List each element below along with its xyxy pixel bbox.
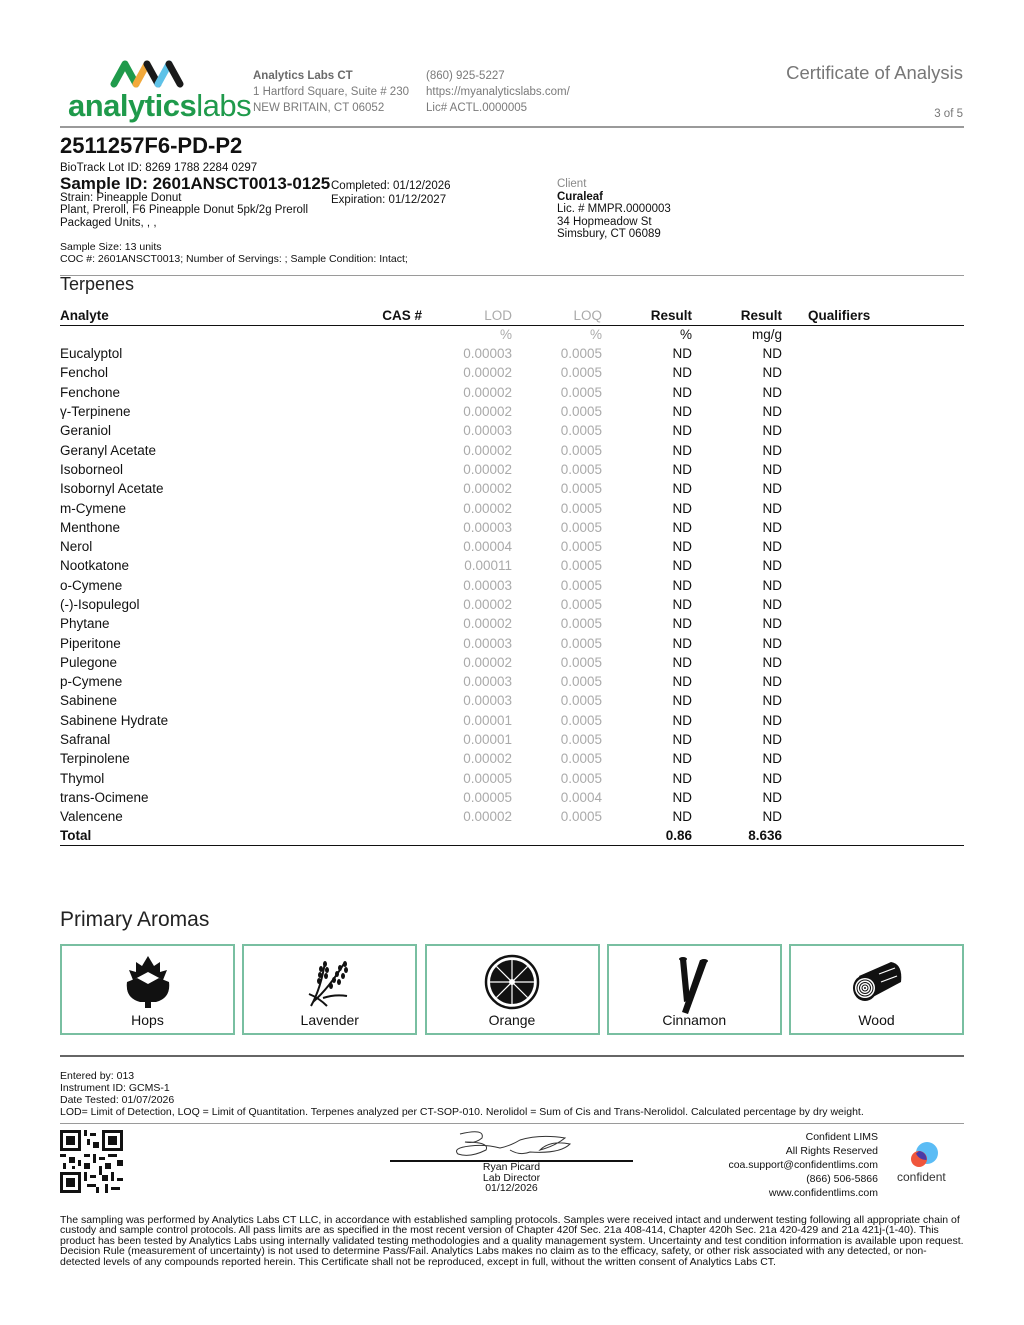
cell-cas (370, 653, 422, 672)
cell-result-pct: ND (672, 442, 692, 458)
logo-text-light: labs (196, 88, 252, 123)
cell-qualifiers (782, 691, 964, 710)
cell-cas (370, 730, 422, 749)
cell-result-mg: ND (762, 770, 782, 786)
cell-loq: 0.0005 (560, 751, 602, 767)
cell-result-mg: ND (762, 346, 782, 362)
sample-dates (331, 179, 451, 207)
table-row (60, 730, 964, 749)
table-row (60, 556, 964, 575)
table-row (60, 460, 964, 479)
cell-qualifiers (782, 576, 964, 595)
aroma-label: Lavender (300, 1012, 359, 1028)
cell-result-pct: ND (672, 693, 692, 709)
cell-loq: 0.0005 (560, 365, 602, 381)
legend-note: LOD= Limit of Detection, LOQ = Limit of Quantitation. Terpenes analyzed per CT-SOP-010. Nerolidol = Sum of Cis and Trans-Nerolidol. Calculated percentage by dry weight. (60, 1106, 864, 1118)
cell-qualifiers (782, 556, 964, 575)
cell-result-mg: ND (762, 519, 782, 535)
cell-result-mg: ND (762, 616, 782, 632)
coc-info: COC #: 2601ANSCT0013; Number of Servings: ; Sample Condition: Intact; (60, 253, 408, 265)
qr-code-icon[interactable] (60, 1130, 123, 1193)
cell-result-mg: ND (762, 423, 782, 439)
client-address-1: 34 Hopmeadow St (557, 215, 652, 228)
cell-loq: 0.0005 (560, 712, 602, 728)
cell-lod: 0.00002 (463, 481, 512, 497)
cell-cas (370, 363, 422, 382)
cell-cas (370, 711, 422, 730)
orange-icon (484, 954, 540, 1010)
cell-result-mg: ND (762, 789, 782, 805)
cell-loq: 0.0005 (560, 693, 602, 709)
lab-website[interactable]: https://myanalyticslabs.com/ (426, 86, 570, 98)
cell-cas (370, 383, 422, 402)
col-cas: CAS # (370, 307, 422, 325)
cell-loq: 0.0005 (560, 597, 602, 612)
cell-qualifiers (782, 498, 964, 517)
lab-license: Lic# ACTL.0000005 (426, 102, 528, 114)
cell-lod: 0.00002 (463, 404, 512, 420)
section-divider (60, 275, 964, 276)
signatory (390, 1162, 633, 1194)
cell-analyte: o-Cymene (60, 577, 123, 593)
lab-address-2: NEW BRITAIN, CT 06052 (253, 102, 385, 114)
cell-qualifiers (782, 363, 964, 382)
cell-cas (370, 440, 422, 459)
cell-qualifiers (782, 518, 964, 537)
cell-cas (370, 518, 422, 537)
cell-cas (370, 769, 422, 788)
cell-qualifiers (782, 614, 964, 633)
aroma-label: Cinnamon (662, 1012, 727, 1028)
cell-result-pct: ND (672, 616, 692, 632)
cell-lod: 0.00003 (463, 674, 512, 690)
table-row (60, 498, 964, 517)
table-header-row (60, 307, 964, 325)
cell-result-mg: ND (762, 654, 782, 670)
unit-result-pct: % (679, 327, 692, 343)
cell-lod: 0.00004 (463, 539, 512, 555)
confident-logo-icon (905, 1140, 945, 1170)
cell-result-mg: ND (762, 442, 782, 458)
cell-analyte: Thymol (60, 770, 105, 786)
lab-contact (426, 68, 570, 116)
cell-result-mg: ND (762, 539, 782, 555)
cell-lod: 0.00003 (463, 423, 512, 439)
cell-lod: 0.00001 (463, 712, 512, 728)
cell-qualifiers (782, 402, 964, 421)
lab-phone: (860) 925-5227 (426, 70, 505, 82)
sample-size: Sample Size: 13 units (60, 241, 162, 253)
total-row (60, 826, 964, 845)
cell-result-mg: ND (762, 461, 782, 477)
cell-loq: 0.0005 (560, 770, 602, 786)
lab-info (253, 68, 409, 116)
cell-cas (370, 498, 422, 517)
client-label: Client (557, 178, 587, 190)
document-title: Certificate of Analysis (786, 62, 963, 83)
cell-lod: 0.00003 (463, 577, 512, 593)
lab-name: Analytics Labs CT (253, 70, 353, 82)
table-row (60, 440, 964, 459)
total-label: Total (60, 826, 370, 845)
cell-result-mg: ND (762, 635, 782, 651)
cell-loq: 0.0005 (560, 346, 602, 362)
lims-rights: All Rights Reserved (785, 1145, 878, 1157)
aroma-label: Orange (488, 1012, 536, 1028)
cell-qualifiers (782, 479, 964, 498)
cell-loq: 0.0005 (560, 635, 602, 651)
aroma-card-cinnamon (607, 944, 782, 1035)
cell-result-mg: ND (762, 384, 782, 400)
cell-cas (370, 460, 422, 479)
cell-lod: 0.00002 (463, 442, 512, 458)
cell-analyte: trans-Ocimene (60, 789, 149, 805)
lab-address-1: 1 Hartford Square, Suite # 230 (253, 86, 409, 98)
cell-cas (370, 691, 422, 710)
cell-lod: 0.00011 (464, 558, 512, 574)
cell-cas (370, 344, 422, 363)
cell-qualifiers (782, 421, 964, 440)
col-lod: LOD (422, 307, 512, 325)
cell-analyte: Sabinene Hydrate (60, 712, 169, 728)
cell-loq: 0.0005 (560, 674, 602, 690)
cell-result-pct: ND (672, 751, 692, 767)
cell-analyte: Menthone (60, 519, 121, 535)
lims-email[interactable]: coa.support@confidentlims.com (728, 1159, 878, 1171)
cell-result-mg: ND (762, 365, 782, 381)
cell-lod: 0.00002 (463, 751, 512, 767)
unit-lod: % (499, 327, 512, 343)
cell-result-pct: ND (672, 539, 692, 555)
cell-analyte: Sabinene (60, 693, 118, 709)
instrument-id: Instrument ID: GCMS-1 (60, 1082, 170, 1094)
cell-result-pct: ND (672, 674, 692, 690)
cell-analyte: Isobornyl Acetate (60, 481, 164, 497)
cell-analyte: Geranyl Acetate (60, 442, 157, 458)
cell-loq: 0.0004 (560, 789, 602, 805)
table-row (60, 614, 964, 633)
cell-loq: 0.0005 (560, 461, 602, 477)
cell-cas (370, 788, 422, 807)
cell-result-mg: ND (762, 732, 782, 748)
cell-qualifiers (782, 807, 964, 826)
cell-result-mg: ND (762, 577, 782, 593)
page-number: 3 of 5 (934, 108, 963, 120)
cell-analyte: p-Cymene (60, 674, 123, 690)
cell-analyte: Isoborneol (60, 461, 124, 477)
cell-result-pct: ND (672, 384, 692, 400)
cinnamon-icon (674, 954, 714, 1016)
table-row (60, 537, 964, 556)
logo-wordmark (68, 88, 251, 124)
cell-result-pct: ND (672, 789, 692, 805)
entered-by: Entered by: 013 (60, 1070, 135, 1082)
lims-info (728, 1130, 878, 1200)
aroma-label: Hops (131, 1012, 164, 1028)
col-result-mg: Result (692, 307, 782, 325)
cell-result-mg: ND (762, 674, 782, 690)
cell-result-pct: ND (672, 404, 692, 420)
cell-analyte: Safranal (60, 732, 111, 748)
cell-loq: 0.0005 (560, 558, 602, 574)
product-description-2: Packaged Units, , , (60, 216, 157, 229)
cell-analyte: Geraniol (60, 423, 112, 439)
cell-cas (370, 595, 422, 614)
cell-loq: 0.0005 (560, 500, 602, 516)
cell-lod: 0.00002 (463, 597, 512, 612)
cell-analyte: Fenchol (60, 365, 109, 381)
aroma-card-orange (425, 944, 600, 1035)
cell-result-pct: ND (672, 519, 692, 535)
cell-lod: 0.00002 (463, 654, 512, 670)
cell-result-pct: ND (672, 365, 692, 381)
cell-qualifiers (782, 749, 964, 768)
cell-result-pct: ND (672, 500, 692, 516)
col-result-pct: Result (602, 307, 692, 325)
cell-result-pct: ND (672, 732, 692, 748)
cell-result-pct: ND (672, 712, 692, 728)
unit-loq: % (589, 327, 602, 343)
cell-result-mg: ND (762, 809, 782, 825)
cell-qualifiers (782, 711, 964, 730)
primary-aromas-title: Primary Aromas (60, 908, 210, 931)
table-row (60, 576, 964, 595)
aroma-list (60, 944, 964, 1035)
confident-logo-text: confident (897, 1170, 946, 1184)
cell-result-mg: ND (762, 481, 782, 497)
col-analyte: Analyte (60, 307, 370, 325)
cell-lod: 0.00003 (463, 519, 512, 535)
cell-analyte: Eucalyptol (60, 346, 123, 362)
product-description-1: Plant, Preroll, F6 Pineapple Donut 5pk/2g Preroll (60, 204, 309, 217)
table-row (60, 653, 964, 672)
cell-qualifiers (782, 440, 964, 459)
col-loq: LOQ (512, 307, 602, 325)
table-row (60, 383, 964, 402)
cell-analyte: Nootkatone (60, 558, 130, 574)
cell-lod: 0.00003 (463, 693, 512, 709)
total-result-mg: 8.636 (692, 826, 782, 845)
cell-cas (370, 537, 422, 556)
cell-analyte: Phytane (60, 616, 110, 632)
table-row (60, 595, 964, 614)
disclaimer: The sampling was performed by Analytics Labs CT LLC, in accordance with established sampling protocols. Samples were received intact and underwent testing following all appropriate chain of custody and sample control protocols. All pass limits are as specified in the most recent version of Chapter 420f Sec. 21a 408-414, Chapter 420h Sec. 21a 420-429 and 21a 421j-(1-40). This product has been tested by Analytics Labs using internally validated testing methodologies and a quality management system. Uncertainty and test condition information is available upon request. Decision Rule (measurement of uncertainty) is not used to determine Pass/Fail. Analytics Labs makes no claim as to the efficacy, safety, or other risk associated with any detected, or non-detected levels of any compounds reported herein. This Certificate shall not be reproduced, except in full, without the written consent of Analytics Labs CT. (60, 1214, 964, 1268)
cell-result-pct: ND (672, 597, 692, 612)
cell-qualifiers (782, 383, 964, 402)
cell-cas (370, 421, 422, 440)
cell-result-pct: ND (672, 346, 692, 362)
cell-cas (370, 576, 422, 595)
cell-analyte: Valencene (60, 809, 123, 825)
unit-result-mg: mg/g (751, 327, 782, 343)
cell-loq: 0.0005 (560, 654, 602, 670)
cell-loq: 0.0005 (560, 616, 602, 632)
cell-cas (370, 672, 422, 691)
lavender-icon (305, 954, 355, 1010)
cell-result-pct: ND (672, 770, 692, 786)
lims-name: Confident LIMS (805, 1131, 878, 1143)
signatory-name: Ryan Picard (482, 1161, 541, 1173)
cell-qualifiers (782, 653, 964, 672)
col-qualifiers: Qualifiers (782, 307, 964, 325)
cell-loq: 0.0005 (560, 442, 602, 458)
cell-result-pct: ND (672, 577, 692, 593)
table-row (60, 788, 964, 807)
cell-result-mg: ND (762, 404, 782, 420)
terpenes-title: Terpenes (60, 274, 135, 294)
sample-details (60, 162, 330, 229)
terpenes-table (60, 307, 964, 846)
cell-analyte: γ-Terpinene (60, 404, 131, 420)
hops-icon (123, 954, 173, 1010)
table-row (60, 672, 964, 691)
batch-id: 2511257F6-PD-P2 (60, 133, 243, 158)
cell-loq: 0.0005 (560, 732, 602, 748)
cell-result-pct: ND (672, 423, 692, 439)
sample-id: Sample ID: 2601ANSCT0013-0125 (60, 173, 331, 193)
cell-analyte: (-)-Isopulegol (60, 597, 140, 612)
cell-qualifiers (782, 672, 964, 691)
cell-result-pct: ND (672, 635, 692, 651)
cell-loq: 0.0005 (560, 384, 602, 400)
cell-loq: 0.0005 (560, 423, 602, 439)
cell-lod: 0.00002 (463, 461, 512, 477)
cell-qualifiers (782, 537, 964, 556)
signature-date: 01/12/2026 (485, 1182, 538, 1194)
cell-cas (370, 749, 422, 768)
wood-icon (847, 954, 907, 1010)
cell-lod: 0.00002 (463, 809, 512, 825)
client-name: Curaleaf (557, 190, 604, 203)
cell-result-mg: ND (762, 558, 782, 574)
table-row (60, 749, 964, 768)
logo-text-bold: analytics (68, 88, 197, 123)
table-row (60, 807, 964, 826)
cell-result-mg: ND (762, 500, 782, 516)
analytics-labs-logo (68, 58, 252, 124)
cell-lod: 0.00002 (463, 500, 512, 516)
table-row (60, 344, 964, 363)
cell-result-pct: ND (672, 461, 692, 477)
cell-lod: 0.00002 (463, 384, 512, 400)
cell-result-pct: ND (672, 809, 692, 825)
test-notes (60, 1070, 864, 1118)
cell-result-mg: ND (762, 751, 782, 767)
cell-lod: 0.00005 (463, 789, 512, 805)
cell-result-pct: ND (672, 654, 692, 670)
cell-qualifiers (782, 730, 964, 749)
cell-analyte: Terpinolene (60, 751, 130, 767)
sample-summary (60, 241, 408, 265)
cell-analyte: Piperitone (60, 635, 121, 651)
cell-qualifiers (782, 460, 964, 479)
cell-loq: 0.0005 (560, 481, 602, 497)
signature-icon (390, 1128, 633, 1160)
date-tested: Date Tested: 01/07/2026 (60, 1094, 175, 1106)
cell-qualifiers (782, 633, 964, 652)
signatory-title: Lab Director (482, 1171, 541, 1184)
table-row (60, 421, 964, 440)
client-address-2: Simsbury, CT 06089 (557, 228, 661, 240)
cell-result-mg: ND (762, 712, 782, 728)
cell-lod: 0.00005 (463, 770, 512, 786)
completed-date: Completed: 01/12/2026 (331, 180, 451, 192)
confident-logo (895, 1140, 955, 1185)
cell-qualifiers (782, 595, 964, 614)
table-row (60, 633, 964, 652)
cell-cas (370, 807, 422, 826)
total-result-pct: 0.86 (602, 826, 692, 845)
table-row (60, 363, 964, 382)
table-row (60, 518, 964, 537)
cell-result-mg: ND (762, 693, 782, 709)
cell-loq: 0.0005 (560, 404, 602, 420)
aroma-divider (60, 1055, 964, 1057)
table-row (60, 769, 964, 788)
cell-result-mg: ND (762, 597, 782, 612)
cell-loq: 0.0005 (560, 577, 602, 593)
aroma-card-lavender (242, 944, 417, 1035)
cell-qualifiers (782, 769, 964, 788)
aroma-label: Wood (858, 1012, 895, 1028)
lims-phone: (866) 506-5866 (806, 1173, 878, 1185)
client-license: Lic. # MMPR.0000003 (557, 203, 671, 215)
table-row (60, 711, 964, 730)
cell-cas (370, 479, 422, 498)
cell-cas (370, 633, 422, 652)
strain: Strain: Pineapple Donut (60, 191, 182, 204)
cell-analyte: Fenchone (60, 384, 121, 400)
notes-divider (60, 1123, 964, 1124)
logo-mark-icon (108, 58, 188, 88)
table-row (60, 402, 964, 421)
cell-loq: 0.0005 (560, 539, 602, 555)
cell-lod: 0.00002 (463, 616, 512, 632)
cell-analyte: Pulegone (60, 654, 118, 670)
cell-qualifiers (782, 788, 964, 807)
cell-result-pct: ND (672, 558, 692, 574)
lims-website[interactable]: www.confidentlims.com (768, 1187, 878, 1199)
aroma-card-wood (789, 944, 964, 1035)
cell-cas (370, 614, 422, 633)
expiration-date: Expiration: 01/12/2027 (331, 194, 447, 206)
cell-lod: 0.00003 (463, 346, 512, 362)
cell-cas (370, 402, 422, 421)
client-info (557, 178, 671, 241)
cell-loq: 0.0005 (560, 519, 602, 535)
cell-cas (370, 556, 422, 575)
cell-lod: 0.00003 (463, 635, 512, 651)
table-row (60, 691, 964, 710)
biotrack-lot-id: BioTrack Lot ID: 8269 1788 2284 0297 (60, 162, 258, 174)
cell-lod: 0.00001 (463, 732, 512, 748)
cell-loq: 0.0005 (560, 809, 602, 825)
cell-analyte: m-Cymene (60, 500, 127, 516)
aroma-card-hops (60, 944, 235, 1035)
cell-result-pct: ND (672, 481, 692, 497)
cell-analyte: Nerol (60, 539, 93, 555)
header-divider (60, 126, 964, 128)
table-row (60, 479, 964, 498)
cell-lod: 0.00002 (463, 365, 512, 381)
units-row (60, 325, 964, 344)
cell-qualifiers (782, 344, 964, 363)
